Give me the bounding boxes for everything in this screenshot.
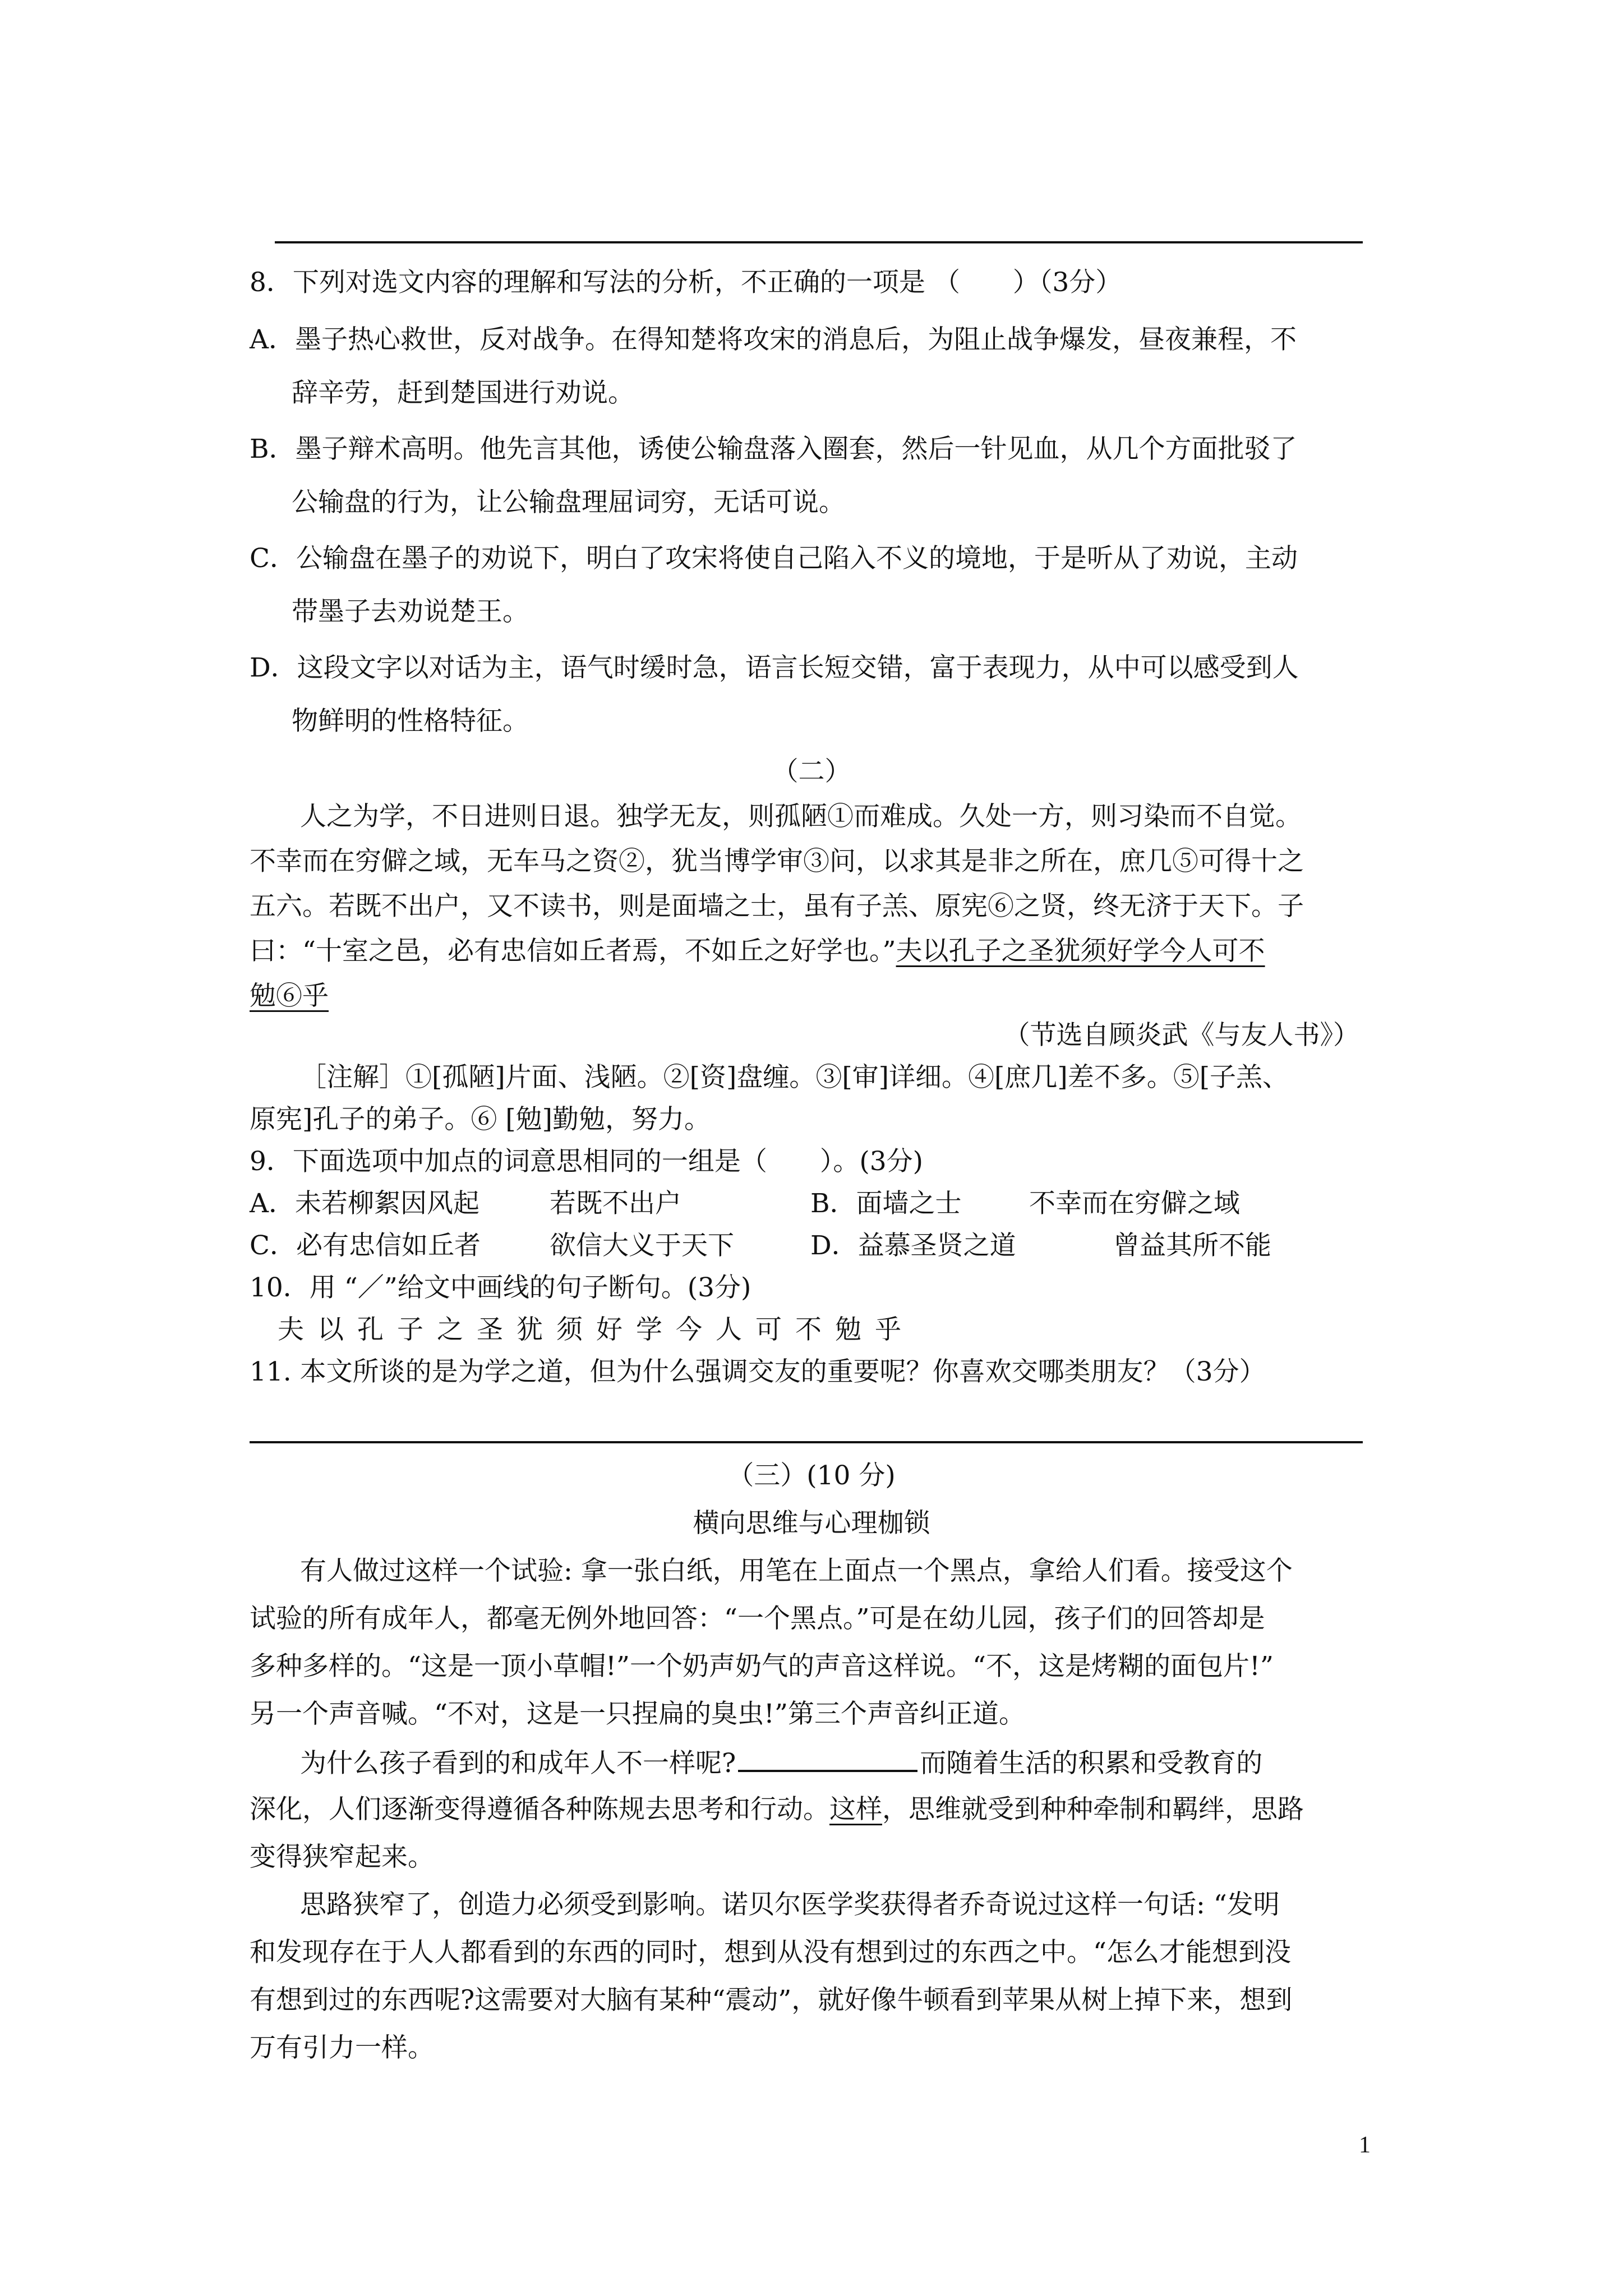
page-number: 1	[1359, 2132, 1371, 2158]
q8-stem: 8．下列对选文内容的理解和写法的分析，不正确的一项是 （ ）（3分）	[250, 267, 1122, 298]
passage3-line-2: 试验的所有成年人，都毫无例外地回答：“一个黑点。”可是在幼儿园，孩子们的回答却是	[250, 1603, 1265, 1634]
passage3-line-5-b: 而随着生活的积累和受教育的	[920, 1748, 1263, 1779]
passage2-source: （节选自顾炎武《与友人书》）	[1003, 1020, 1359, 1051]
underlined-word: 这样	[829, 1794, 882, 1825]
passage2-line-2: 不幸而在穷僻之域，无车马之资②，犹当博学审③问，以求其是非之所在，庶几⑤可得十之	[250, 846, 1304, 877]
q9-option-a-2: 若既不出户	[550, 1188, 681, 1219]
q8-option-c: C．公输盘在墨子的劝说下，明白了攻宋将使自己陷入不义的境地，于是听从了劝说，主动	[250, 543, 1298, 574]
passage3-line-7: 变得狭窄起来。	[250, 1842, 434, 1872]
q9-option-d-2: 曾益其所不能	[1113, 1230, 1271, 1261]
q9-option-d-1: D．益慕圣贤之道	[810, 1230, 1016, 1261]
q8-option-c-cont: 带墨子去劝说楚王。	[292, 596, 529, 627]
q9-option-a-1: A．未若柳絮因风起	[250, 1188, 479, 1219]
passage3-line-4: 另一个声音喊。“不对，这是一只捏扁的臭虫!”第三个声音纠正道。	[250, 1699, 1025, 1729]
q8-option-b: B．墨子辩术高明。他先言其他，诱使公输盘落入圈套，然后一针见血，从几个方面批驳了	[250, 434, 1297, 464]
passage2-line-4-text: 曰：“十室之邑，必有忠信如丘者焉，不如丘之好学也。”	[250, 936, 896, 967]
q8-option-b-cont: 公输盘的行为，让公输盘理屈词穷，无话可说。	[292, 487, 845, 518]
q8-option-d: D．这段文字以对话为主，语气时缓时急，语言长短交错，富于表现力，从中可以感受到人	[250, 652, 1299, 683]
passage2-line-5	[250, 979, 329, 1013]
q8-option-d-cont: 物鲜明的性格特征。	[292, 706, 529, 737]
q11-stem: 11. 本文所谈的是为学之道，但为什么强调交友的重要呢？你喜欢交哪类朋友？（3分）	[250, 1356, 1266, 1387]
passage3-line-5-a: 为什么孩子看到的和成年人不一样呢?	[300, 1748, 736, 1779]
fill-in-blank[interactable]	[738, 1745, 917, 1772]
passage3-line-3: 多种多样的。“这是一顶小草帽!”一个奶声奶气的声音这样说。“不，这是烤糊的面包片!”	[250, 1651, 1274, 1682]
answer-line-q7	[275, 241, 1363, 243]
q9-stem: 9．下面选项中加点的词意思相同的一组是（ ）。(3分)	[250, 1146, 923, 1177]
passage2-line-3: 五六。若既不出户，又不读书，则是面墙之士，虽有子羔、原宪⑥之贤，终无济于天下。子	[250, 891, 1304, 922]
section-heading-3: （三）(10 分)	[727, 1460, 896, 1491]
article-title: 横向思维与心理枷锁	[693, 1508, 930, 1539]
q9-option-b-2: 不幸而在穷僻之域	[1029, 1188, 1240, 1219]
passage3-line-6	[250, 1793, 1304, 1826]
passage3-line-6-b: ，思维就受到种种牵制和羁绊，思路	[882, 1794, 1304, 1825]
underlined-sentence: 夫以孔子之圣犹须好学今人可不	[896, 936, 1265, 967]
q8-option-a: A．墨子热心救世，反对战争。在得知楚将攻宋的消息后，为阻止战争爆发，昼夜兼程，不	[250, 324, 1297, 355]
passage3-line-5	[300, 1745, 1262, 1780]
passage2-notes-1: ［注解］①[孤陋]片面、浅陋。②[资]盘缠。③[审]详细。④[庶几]差不多。⑤[子羔、	[300, 1062, 1289, 1093]
passage3-line-11: 万有引力一样。	[250, 2032, 434, 2063]
q10-stem: 10．用 “／”给文中画线的句子断句。(3分)	[250, 1272, 751, 1303]
passage3-line-6-a: 深化，人们逐渐变得遵循各种陈规去思考和行动。	[250, 1794, 829, 1825]
q9-option-b-1: B．面墙之士	[810, 1188, 962, 1219]
passage3-line-8: 思路狭窄了，创造力必须受到影响。诺贝尔医学奖获得者乔奇说过这样一句话: “发明	[300, 1889, 1280, 1920]
underlined-sentence-cont: 勉⑥乎	[250, 981, 329, 1011]
answer-line-q11	[250, 1441, 1363, 1443]
passage2-line-4	[250, 935, 1265, 968]
passage3-line-1: 有人做过这样一个试验: 拿一张白纸，用笔在上面点一个黑点，拿给人们看。接受这个	[300, 1556, 1293, 1586]
q10-sentence: 夫以孔子之圣犹须好学今人可不勉乎	[278, 1314, 915, 1345]
passage3-line-9: 和发现存在于人人都看到的东西的同时，想到从没有想到过的东西之中。“怎么才能想到没	[250, 1937, 1292, 1968]
passage2-notes-2: 原宪]孔子的弟子。⑥ [勉]勤勉，努力。	[250, 1104, 711, 1135]
q9-option-c-1: C．必有忠信如丘者	[250, 1230, 481, 1261]
q8-option-a-cont: 辞辛劳，赶到楚国进行劝说。	[292, 378, 634, 408]
passage2-line-1: 人之为学，不日进则日退。独学无友，则孤陋①而难成。久处一方，则习染而不自觉。	[300, 801, 1302, 832]
section-heading-2: （二）	[772, 756, 851, 787]
passage3-line-10: 有想到过的东西呢?这需要对大脑有某种“震动”，就好像牛顿看到苹果从树上掉下来，想到	[250, 1985, 1293, 2016]
q9-option-c-2: 欲信大义于天下	[550, 1230, 734, 1261]
